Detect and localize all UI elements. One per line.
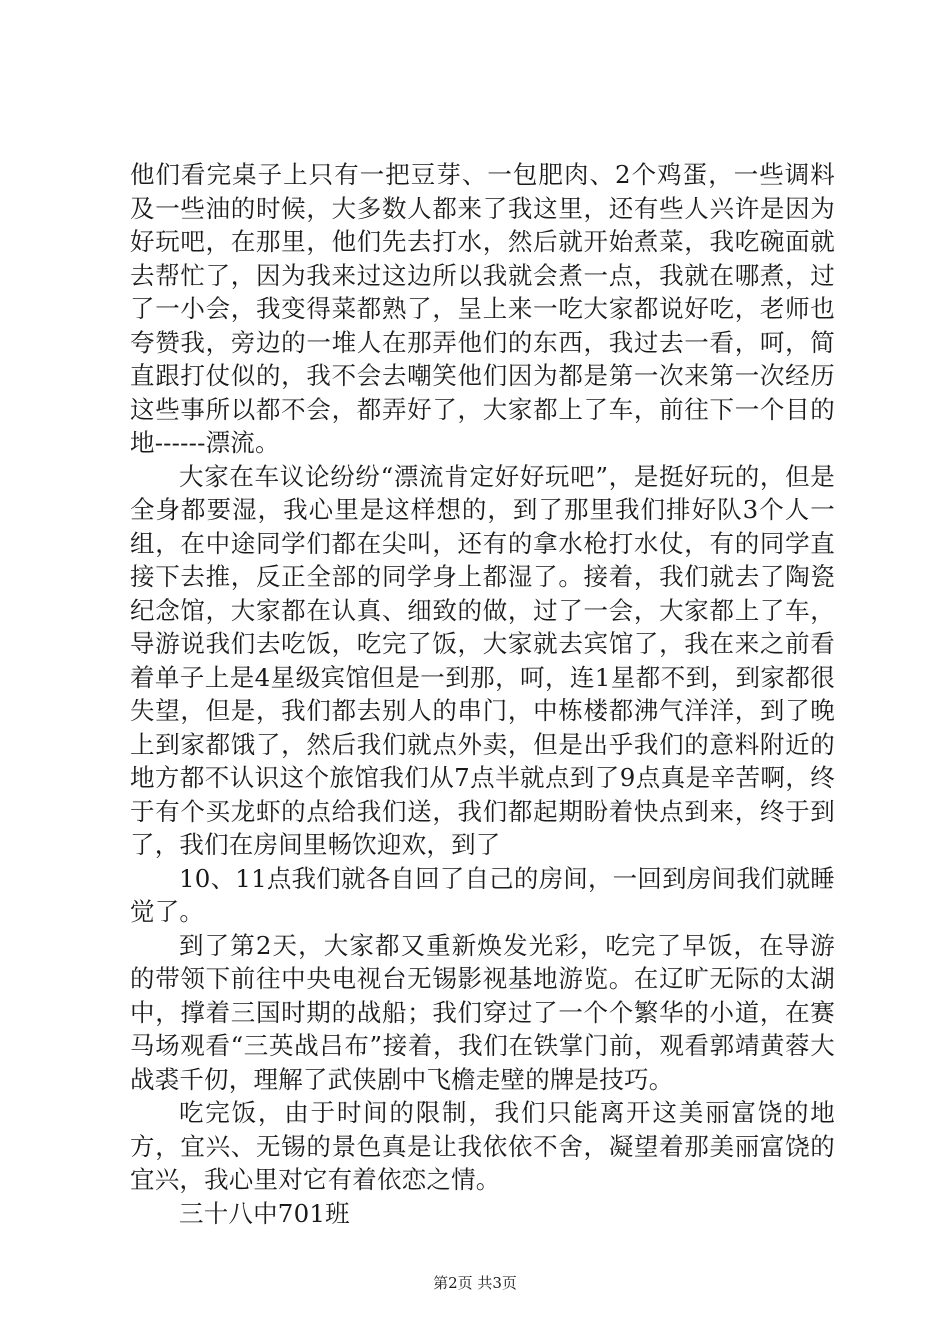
- page-number-label: 第2页 共3页: [433, 1274, 517, 1292]
- paragraph-3: 10、11点我们就各自回了自己的房间，一回到房间我们就睡觉了。: [130, 863, 835, 926]
- paragraph-4: 到了第2天，大家都又重新焕发光彩，吃完了早饭，在导游的带领下前往中央电视台无锡影视基地游览。在辽旷无际的太湖中，撑着三国时期的战船；我们穿过了一个个繁华的小道，在赛马场观看“三英战吕布”接着，我们在铁掌门前，观看郭靖黄蓉大战裘千仞，理解了武侠剧中飞檐走壁的牌是技巧。: [130, 930, 835, 1094]
- document-body: [130, 158, 835, 1230]
- paragraph-2: 大家在车议论纷纷“漂流肯定好好玩吧”，是挺好玩的，但是全身都要湿，我心里是这样想的，到了那里我们排好队3个人一组，在中途同学们都在尖叫，还有的拿水枪打水仗，有的同学直接下去推，反正全部的同学身上都湿了。接着，我们就去了陶瓷纪念馆，大家都在认真、细致的做，过了一会，大家都上了车，导游说我们去吃饭，吃完了饭，大家就去宾馆了，我在来之前看着单子上是4星级宾馆但是一到那，呵，连1星都不到，到家都很失望，但是，我们都去别人的串门，中栋楼都沸气洋洋，到了晚上到家都饿了，然后我们就点外卖，但是出乎我们的意料附近的地方都不认识这个旅馆我们从7点半就点到了9点真是辛苦啊，终于有个买龙虾的点给我们送，我们都起期盼着快点到来，终于到了，我们在房间里畅饮迎欢，到了: [130, 461, 835, 859]
- paragraph-1: 他们看完桌子上只有一把豆芽、一包肥肉、2个鸡蛋，一些调料及一些油的时候，大多数人都来了我这里，还有些人兴许是因为好玩吧，在那里，他们先去打水，然后就开始煮菜，我吃碗面就去帮忙了，因为我来过这边所以我就会煮一点，我就在哪煮，过了一小会，我变得菜都熟了，呈上来一吃大家都说好吃，老师也夸赞我，旁边的一堆人在那弄他们的东西，我过去一看，呵，简直跟打仗似的，我不会去嘲笑他们因为都是第一次来第一次经历这些事所以都不会，都弄好了，大家都上了车，前往下一个目的地------漂流。: [130, 160, 835, 457]
- page-footer: [0, 1272, 950, 1293]
- paragraph-5: 吃完饭，由于时间的限制，我们只能离开这美丽富饶的地方，宜兴、无锡的景色真是让我依依不舍，凝望着那美丽富饶的宜兴，我心里对它有着依恋之情。: [130, 1098, 835, 1194]
- signature-line: 三十八中701班: [179, 1198, 350, 1228]
